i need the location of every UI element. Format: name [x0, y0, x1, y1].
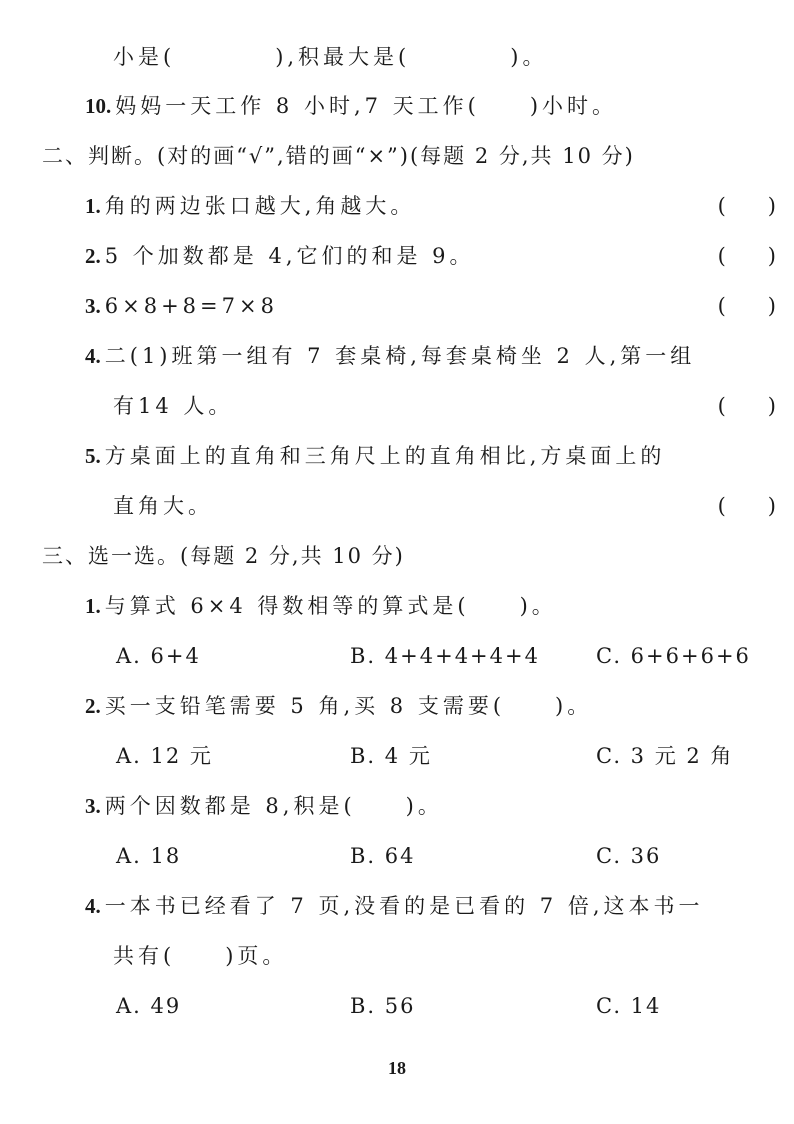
- section-3-heading: 三、选一选。(每题 2 分,共 10 分): [42, 544, 405, 568]
- page-number: 18: [388, 1058, 406, 1078]
- judge-item-2: [85, 241, 794, 271]
- question-text: 一本书已经看了 7 页,没看的是已看的 7 倍,这本书一: [104, 894, 704, 918]
- choice-item-1: [85, 591, 557, 621]
- judge-item-1: [85, 191, 794, 221]
- judge-item-4-cont: [113, 391, 794, 421]
- judge-item-5-cont: [113, 491, 794, 521]
- question-number: 3.: [85, 294, 101, 318]
- option-a: A. 49: [116, 994, 182, 1018]
- option-b: B. 64: [350, 844, 416, 868]
- question-number: 2.: [85, 694, 101, 718]
- question-number: 4.: [85, 344, 101, 368]
- choice-item-3: [85, 791, 443, 821]
- question-text: 直角大。: [113, 494, 213, 518]
- choice-item-4-cont: 共有( )页。: [113, 944, 288, 968]
- option-b: B. 4 元: [350, 744, 432, 768]
- continuation-text: 小是( ),积最大是( )。: [113, 45, 548, 69]
- question-number: 10.: [85, 94, 112, 118]
- question-number: 2.: [85, 244, 101, 268]
- question-number: 1.: [85, 194, 101, 218]
- judge-item-3: [85, 291, 794, 321]
- option-a: A. 18: [116, 844, 182, 868]
- question-text: 两个因数都是 8,积是( )。: [104, 794, 443, 818]
- question-number: 5.: [85, 444, 101, 468]
- question-number: 4.: [85, 894, 101, 918]
- option-a: A. 6+4: [116, 644, 201, 668]
- question-number: 1.: [85, 594, 101, 618]
- option-c: C. 3 元 2 角: [596, 744, 734, 768]
- question-text: 6×8+8=7×8: [104, 294, 278, 318]
- answer-bracket: ( ): [717, 294, 776, 318]
- option-b: B. 4+4+4+4+4: [350, 644, 540, 668]
- option-a: A. 12 元: [116, 744, 213, 768]
- question-10: [85, 91, 617, 121]
- judge-item-4: [85, 341, 695, 371]
- judge-item-5: [85, 441, 665, 471]
- section-2-heading: 二、判断。(对的画“√”,错的画“×”)(每题 2 分,共 10 分): [42, 144, 635, 168]
- answer-bracket: ( ): [717, 244, 776, 268]
- question-text: 买一支铅笔需要 5 角,买 8 支需要( )。: [104, 694, 593, 718]
- answer-bracket: ( ): [717, 194, 776, 218]
- choice-item-2: [85, 691, 592, 721]
- option-c: C. 6+6+6+6: [596, 644, 751, 668]
- option-c: C. 36: [596, 844, 662, 868]
- question-text: 有14 人。: [113, 394, 234, 418]
- choice-item-4: [85, 891, 704, 921]
- question-number: 3.: [85, 794, 101, 818]
- answer-bracket: ( ): [717, 394, 776, 418]
- option-c: C. 14: [596, 994, 662, 1018]
- option-b: B. 56: [350, 994, 416, 1018]
- question-text: 5 个加数都是 4,它们的和是 9。: [104, 244, 475, 268]
- question-text: 二(1)班第一组有 7 套桌椅,每套桌椅坐 2 人,第一组: [104, 344, 696, 368]
- question-text: 妈妈一天工作 8 小时,7 天工作( )小时。: [115, 94, 618, 118]
- answer-bracket: ( ): [717, 494, 776, 518]
- question-text: 角的两边张口越大,角越大。: [104, 194, 416, 218]
- question-text: 与算式 6×4 得数相等的算式是( )。: [104, 594, 557, 618]
- question-text: 方桌面上的直角和三角尺上的直角相比,方桌面上的: [104, 444, 666, 468]
